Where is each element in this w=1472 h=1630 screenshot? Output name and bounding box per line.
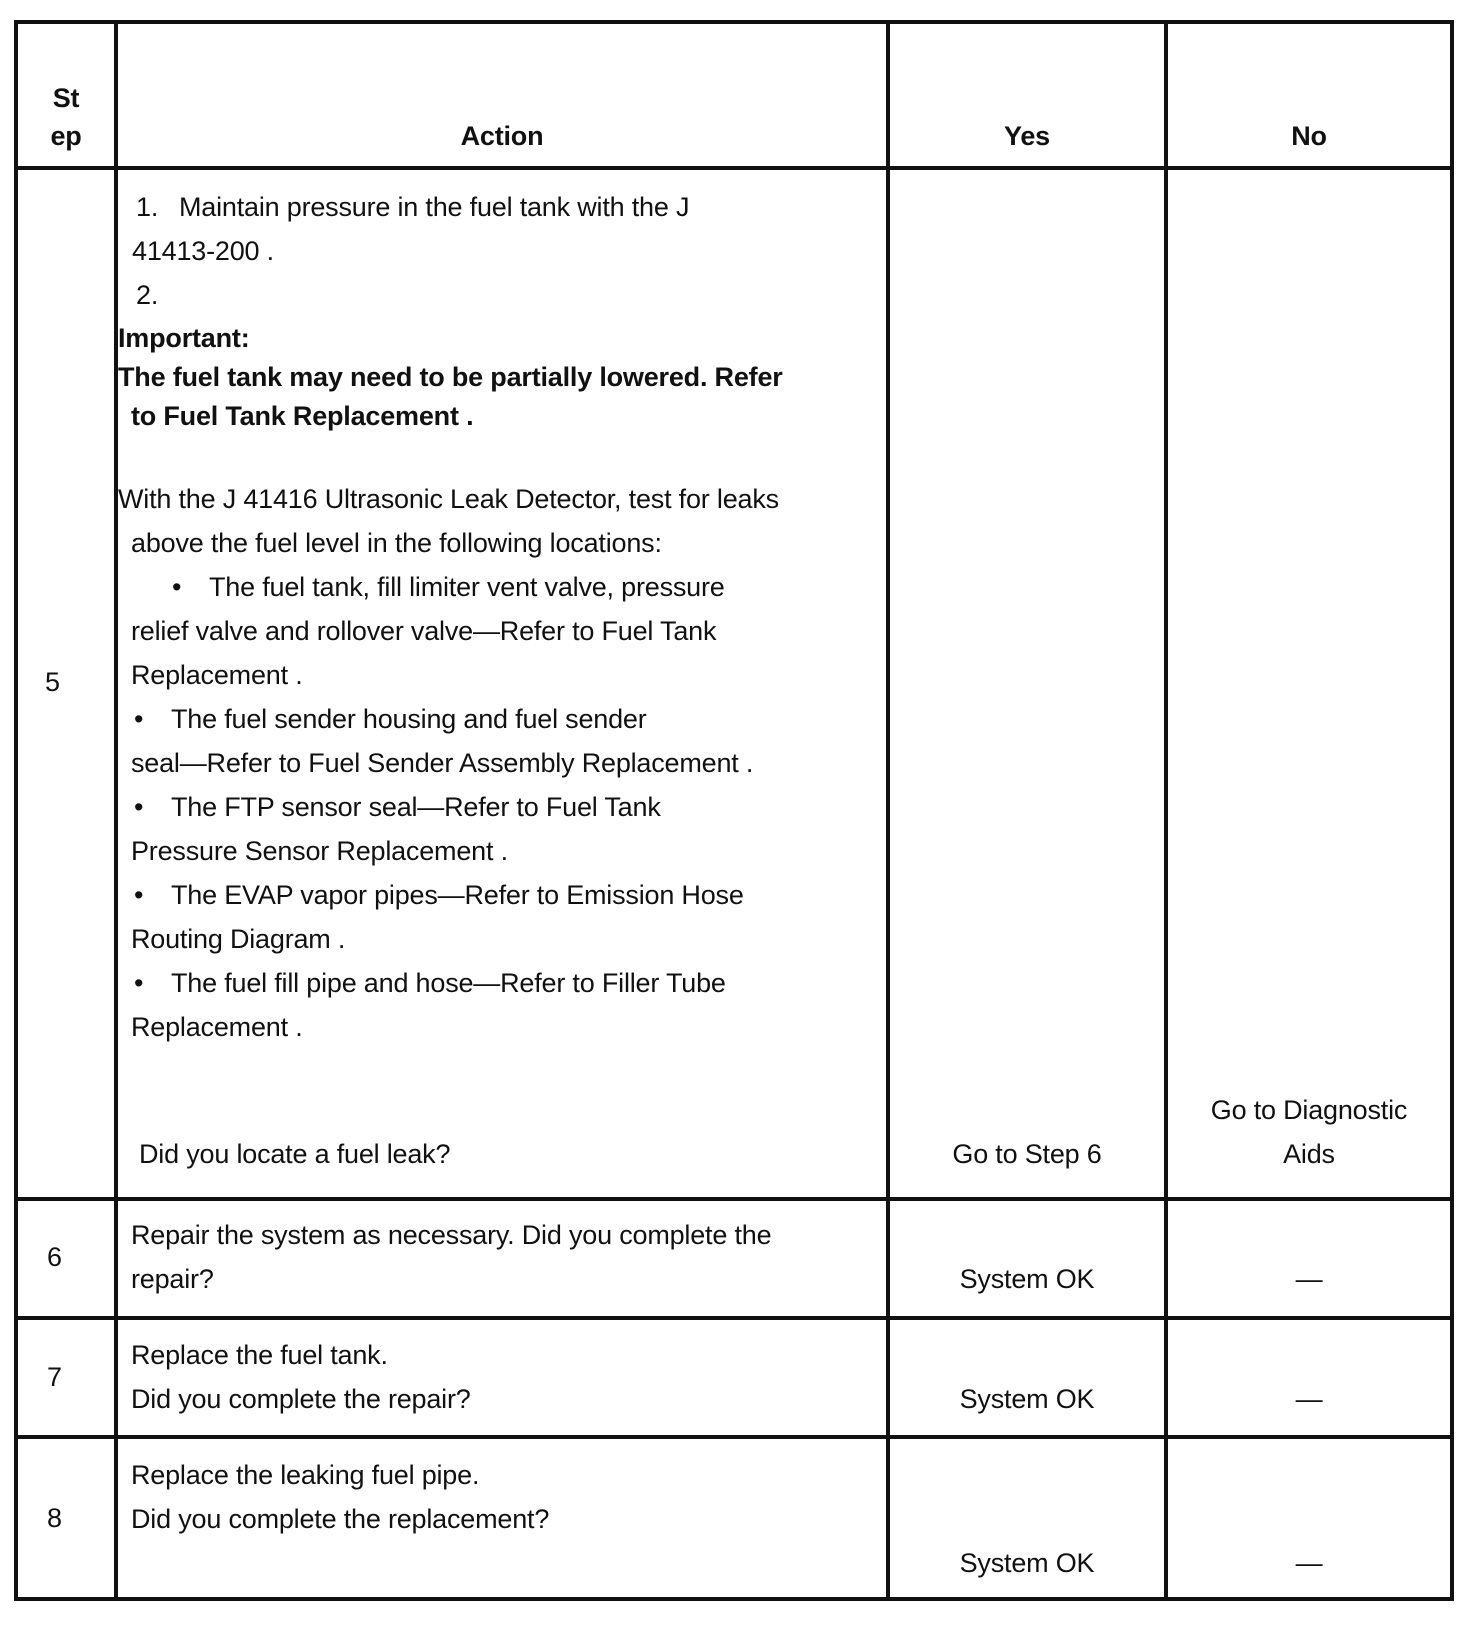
bullet-text: Pressure Sensor Replacement . [131,836,508,866]
header-step-line2: ep [50,121,82,151]
action-text: Did you complete the replacement? [131,1504,550,1534]
bullet-text: relief valve and rollover valve—Refer to Fuel Tank [131,616,717,646]
bullet-text: Replacement . [131,1012,303,1042]
action-text: Repair the system as necessary. Did you complete the [131,1220,772,1250]
yes-result: System OK [959,1264,1095,1294]
bullet-icon: • [134,880,144,910]
yes-result: System OK [959,1384,1095,1414]
yes-result: Go to Step 6 [952,1139,1102,1169]
no-result: Go to Diagnostic [1210,1095,1408,1125]
header-step-line1: St [52,83,80,113]
no-result: — [1295,1548,1323,1578]
column-divider-step [114,20,118,1601]
header-yes: Yes [1004,121,1050,151]
table-border-left [14,20,18,1601]
bullet-text: The fuel fill pipe and hose—Refer to Filler Tube [171,968,726,998]
header-no: No [1291,121,1327,151]
no-result: — [1295,1384,1323,1414]
bullet-text: The EVAP vapor pipes—Refer to Emission Hose [171,880,744,910]
row-divider [14,1435,1454,1439]
step-number: 7 [47,1362,62,1392]
instruction-text: above the fuel level in the following locations: [131,528,662,558]
row-divider [14,1197,1454,1201]
bullet-text: The fuel sender housing and fuel sender [171,704,647,734]
table-border-right [1450,20,1454,1601]
table-border-bottom [14,1597,1454,1601]
column-divider-action [886,20,890,1601]
bullet-icon: • [134,792,144,822]
list-item-number: 1. [136,192,159,222]
bullet-icon: • [134,704,144,734]
yes-result: System OK [959,1548,1095,1578]
list-item-text: Maintain pressure in the fuel tank with the J [179,192,690,222]
instruction-text: With the J 41416 Ultrasonic Leak Detector, test for leaks [118,484,779,514]
no-result: — [1295,1264,1323,1294]
important-note: The fuel tank may need to be partially lowered. Refer [118,362,783,392]
no-result: Aids [1283,1139,1335,1169]
bullet-text: seal—Refer to Fuel Sender Assembly Replacement . [131,748,754,778]
bullet-text: Routing Diagram . [131,924,346,954]
bullet-text: The FTP sensor seal—Refer to Fuel Tank [171,792,661,822]
step-number: 5 [45,667,60,697]
step-number: 6 [47,1242,62,1272]
bullet-icon: • [172,572,182,602]
column-divider-yes [1164,20,1168,1601]
bullet-text: Replacement . [131,660,303,690]
important-note: to Fuel Tank Replacement . [131,401,474,431]
list-item-text: 41413-200 . [132,236,274,266]
action-text: Did you complete the repair? [131,1384,471,1414]
row-divider [14,1316,1454,1320]
action-text: repair? [131,1264,214,1294]
header-action: Action [460,121,544,151]
bullet-text: The fuel tank, fill limiter vent valve, pressure [209,572,725,602]
action-text: Replace the leaking fuel pipe. [131,1460,480,1490]
header-divider [14,166,1454,170]
step-number: 8 [47,1503,62,1533]
bullet-icon: • [134,968,144,998]
table-border-top [14,20,1454,24]
action-text: Replace the fuel tank. [131,1340,388,1370]
list-item-number: 2. [136,280,159,310]
important-label: Important: [118,323,250,353]
question-text: Did you locate a fuel leak? [139,1139,451,1169]
